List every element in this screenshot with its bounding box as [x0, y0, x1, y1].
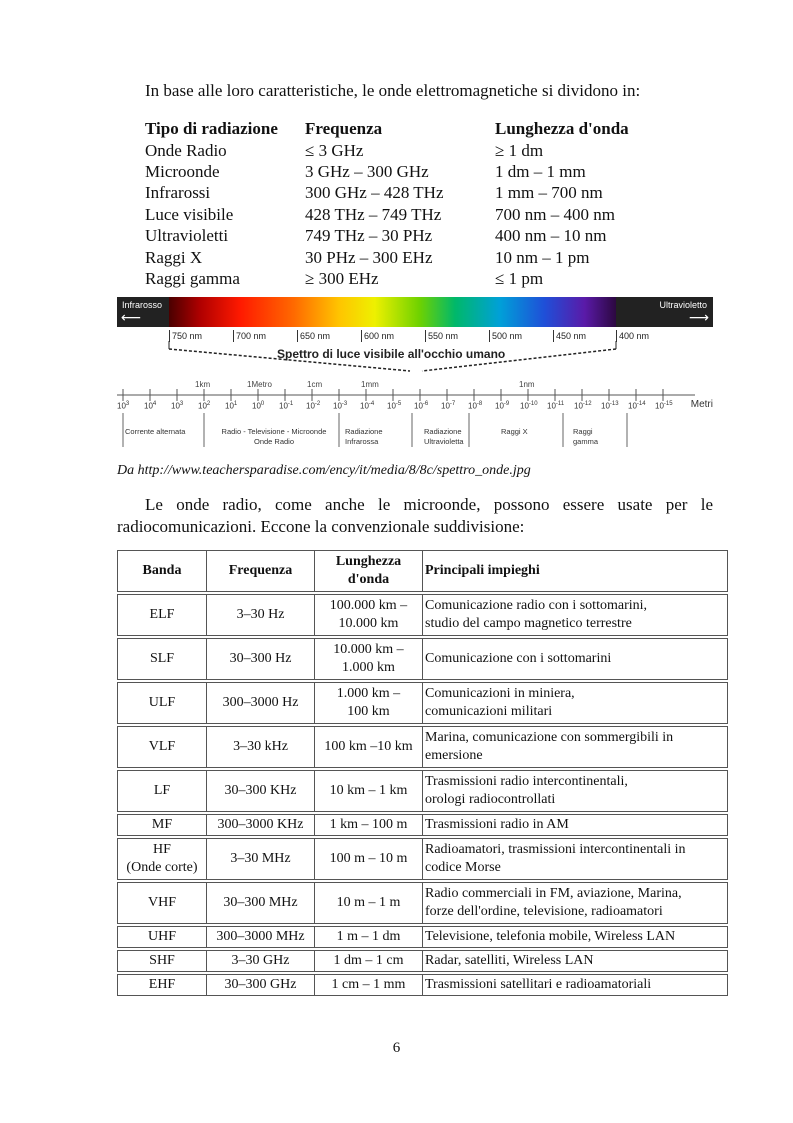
- radiation-row: [145, 161, 695, 182]
- exponent-label: $10^0$: [252, 401, 265, 411]
- radiation-row: [145, 204, 695, 225]
- exponent-label: $10^{-6}$: [414, 401, 429, 411]
- band-row: [117, 882, 728, 924]
- exponent-label: $10^{-7}$: [441, 401, 456, 411]
- exponent-value: 1: [233, 401, 238, 407]
- exponent-value: -3: [341, 401, 348, 407]
- exponent-label: $10^{-14}$: [628, 401, 646, 411]
- band-name-text: EHF: [148, 977, 176, 992]
- unit-label: 1nm: [519, 380, 535, 389]
- radiation-wavelength: ≤ 1 pm: [495, 268, 544, 288]
- band-frequency: [206, 682, 314, 724]
- band-row: [117, 814, 728, 836]
- band-wavelength-text: 10 km – 1 km: [329, 783, 408, 798]
- band-name-text: UHF: [147, 929, 176, 944]
- exponent-value: -4: [368, 401, 375, 407]
- band-wavelength: [314, 594, 422, 636]
- exponent-value: -11: [555, 401, 565, 407]
- radio-bands-table: [117, 548, 728, 998]
- band-wavelength-text: 100 m – 10 m: [329, 851, 408, 866]
- exponent-value: -5: [395, 401, 402, 407]
- exponent-value: 3: [179, 401, 184, 407]
- exponent-value: -7: [449, 401, 456, 407]
- band-wavelength: [314, 682, 422, 724]
- header-frequency: Frequenza: [206, 550, 314, 592]
- nm-label: 750 nm: [169, 330, 202, 342]
- exponent-value: -2: [314, 401, 321, 407]
- band-name-text: LF: [153, 783, 171, 798]
- nm-label: 500 nm: [489, 330, 522, 342]
- page-number: 6: [392, 1040, 401, 1056]
- exponent-label: $10^3$: [171, 401, 184, 411]
- radiation-wavelength: 1 mm – 700 nm: [495, 183, 603, 203]
- exponent-label: $10^{-5}$: [387, 401, 402, 411]
- band-uses-text: Trasmissioni radio in AM: [425, 817, 569, 832]
- exponent-value: -14: [636, 401, 646, 407]
- header-wavelength: [314, 550, 422, 592]
- band-row: [117, 974, 728, 996]
- band-wavelength: [314, 814, 422, 836]
- band-row: [117, 950, 728, 972]
- band-wavelength-text: 100 km –10 km: [324, 739, 413, 754]
- band-frequency-text: 3–30 kHz: [233, 739, 288, 754]
- band-name: [117, 770, 206, 812]
- band-wavelength-text: 10.000 km –: [333, 642, 404, 657]
- region-label: [345, 427, 383, 447]
- exponent-value: -6: [422, 401, 429, 407]
- band-wavelength: [314, 638, 422, 680]
- nm-label: 550 nm: [425, 330, 458, 342]
- region-label: [221, 427, 327, 447]
- radiation-frequency: 749 THz – 30 PHz: [305, 226, 433, 246]
- region-label: [125, 427, 185, 437]
- band-uses-text: Trasmissioni radio intercontinentali,: [425, 774, 628, 789]
- bands-table-header: [117, 550, 728, 592]
- header-frequency: Frequenza: [305, 119, 383, 139]
- region-label: [424, 427, 464, 447]
- unit-label: 1km: [195, 380, 211, 389]
- band-frequency: [206, 926, 314, 948]
- band-frequency: [206, 594, 314, 636]
- band-frequency-text: 3–30 Hz: [236, 607, 285, 622]
- band-name: [117, 838, 206, 880]
- band-frequency: [206, 838, 314, 880]
- band-frequency: [206, 726, 314, 768]
- band-wavelength-text: 10 m – 1 m: [336, 895, 401, 910]
- header-wavelength-line: d'onda: [347, 572, 390, 587]
- band-frequency-text: 30–300 GHz: [224, 977, 297, 992]
- ultraviolet-label: Ultravioletto: [659, 300, 707, 310]
- exponent-label: $10^{-10}$: [520, 401, 538, 411]
- exponent-value: -10: [528, 401, 538, 407]
- electromagnetic-spectrum-figure: [117, 297, 713, 459]
- header-type: Tipo di radiazione: [145, 119, 278, 139]
- band-row: [117, 926, 728, 948]
- band-uses: [422, 882, 728, 924]
- band-wavelength: [314, 974, 422, 996]
- radiation-frequency: ≥ 300 EHz: [305, 268, 379, 288]
- band-uses-text: Marina, comunicazione con sommergibili in: [425, 730, 674, 745]
- band-name: [117, 682, 206, 724]
- band-frequency-text: 300–3000 Hz: [222, 695, 299, 710]
- band-wavelength: [314, 926, 422, 948]
- band-wavelength-text: 1.000 km –: [336, 686, 401, 701]
- band-name: [117, 950, 206, 972]
- band-uses: [422, 926, 728, 948]
- exponent-value: 0: [260, 401, 265, 407]
- radiation-frequency: 300 GHz – 428 THz: [305, 183, 444, 203]
- unit-label: 1cm: [307, 380, 323, 389]
- band-name-text: ULF: [148, 695, 176, 710]
- band-row: [117, 682, 728, 724]
- exponent-label: $10^3$: [117, 401, 130, 411]
- band-name: [117, 726, 206, 768]
- body-paragraph: Le onde radio, come anche le microonde, possono essere usate per le radiocomunicazioni. Eccone la convenzionale suddivisione:: [117, 495, 713, 536]
- band-name-text: (Onde corte): [126, 860, 198, 875]
- radiation-type: Luce visibile: [145, 204, 234, 224]
- nm-label: 650 nm: [297, 330, 330, 342]
- band-row: [117, 726, 728, 768]
- header-uses: Principali impieghi: [422, 550, 728, 592]
- band-name-text: SLF: [149, 651, 175, 666]
- band-uses-text: Comunicazione radio con i sottomarini,: [425, 598, 648, 613]
- nm-label: 700 nm: [233, 330, 266, 342]
- wavelength-scale: [117, 377, 713, 459]
- arrow-right-icon: ⟶: [688, 310, 709, 326]
- band-frequency: [206, 974, 314, 996]
- region-line: gamma: [573, 437, 599, 446]
- radiation-table-header: [145, 118, 695, 139]
- radiation-wavelength: 10 nm – 1 pm: [495, 247, 590, 267]
- band-frequency-text: 30–300 Hz: [229, 651, 292, 666]
- band-frequency: [206, 814, 314, 836]
- radiation-type: Infrarossi: [145, 183, 211, 203]
- band-row: [117, 770, 728, 812]
- arrow-left-icon: ⟵: [121, 310, 142, 326]
- exponent-label: $10^{-15}$: [655, 401, 673, 411]
- exponent-label: $10^{-3}$: [333, 401, 348, 411]
- band-name-text: MF: [151, 817, 173, 832]
- exponent-label: $10^{-8}$: [468, 401, 483, 411]
- radiation-wavelength: ≥ 1 dm: [495, 140, 544, 160]
- radiation-types-table: [145, 118, 695, 289]
- band-row: [117, 838, 728, 880]
- region-line: Raggi X: [501, 427, 528, 436]
- band-frequency: [206, 882, 314, 924]
- image-credit: Da http://www.teachersparadise.com/ency/it/media/8/8c/spettro_onde.jpg: [117, 463, 531, 478]
- exponent-label: $10^2$: [198, 401, 211, 411]
- exponent-value: 3: [125, 401, 130, 407]
- region-line: Corrente alternata: [125, 427, 186, 436]
- exponent-value: -13: [609, 401, 619, 407]
- band-uses-text: Trasmissioni satellitari e radioamatoriali: [425, 977, 652, 992]
- band-frequency: [206, 638, 314, 680]
- band-name-text: VHF: [147, 895, 176, 910]
- band-name: [117, 974, 206, 996]
- nm-label: 600 nm: [361, 330, 394, 342]
- exponent-value: 4: [152, 401, 157, 407]
- radiation-frequency: 428 THz – 749 THz: [305, 204, 442, 224]
- band-frequency-text: 30–300 MHz: [223, 895, 298, 910]
- band-wavelength-text: 10.000 km: [338, 616, 399, 631]
- band-uses-text: Comunicazione con i sottomarini: [425, 651, 612, 666]
- exponent-value: -1: [287, 401, 294, 407]
- exponent-label: $10^{-2}$: [306, 401, 321, 411]
- band-row: [117, 638, 728, 680]
- radiation-row: [145, 246, 695, 267]
- band-uses: [422, 838, 728, 880]
- unit-metri: Metri: [690, 399, 713, 410]
- radiation-row: [145, 139, 695, 160]
- exponent-value: -8: [476, 401, 483, 407]
- band-uses: [422, 950, 728, 972]
- unit-label: 1Metro: [247, 380, 272, 389]
- exponent-label: $10^4$: [144, 401, 157, 411]
- nm-label: 400 nm: [616, 330, 649, 342]
- band-frequency: [206, 950, 314, 972]
- radiation-type: Ultravioletti: [145, 226, 229, 246]
- radiation-wavelength: 1 dm – 1 mm: [495, 161, 586, 181]
- band-name: [117, 814, 206, 836]
- radiation-row: [145, 182, 695, 203]
- band-wavelength: [314, 950, 422, 972]
- band-uses-text: Radar, satelliti, Wireless LAN: [425, 953, 594, 968]
- radiation-frequency: 30 PHz – 300 EHz: [305, 247, 433, 267]
- band-wavelength-text: 100.000 km –: [329, 598, 408, 613]
- band-wavelength-text: 1 dm – 1 cm: [333, 953, 404, 968]
- exponent-label: $10^{-9}$: [495, 401, 510, 411]
- band-uses-text: orologi radiocontrollati: [425, 792, 556, 807]
- radiation-wavelength: 400 nm – 10 nm: [495, 226, 607, 246]
- unit-label: 1mm: [361, 380, 379, 389]
- band-row: [117, 594, 728, 636]
- exponent-label: $10^1$: [225, 401, 238, 411]
- band-wavelength: [314, 838, 422, 880]
- band-name: [117, 594, 206, 636]
- region-line: Infrarossa: [345, 437, 379, 446]
- radiation-row: [145, 225, 695, 246]
- band-frequency-text: 30–300 KHz: [224, 783, 297, 798]
- band-wavelength-text: 1.000 km: [342, 660, 395, 675]
- band-uses: [422, 726, 728, 768]
- region-line: Radiazione: [424, 427, 462, 436]
- band-frequency-text: 300–3000 KHz: [217, 817, 304, 832]
- band-wavelength: [314, 882, 422, 924]
- band-name-text: VLF: [148, 739, 176, 754]
- band-uses-text: emersione: [425, 748, 483, 763]
- region-line: Raggi: [573, 427, 593, 436]
- exponent-label: $10^{-12}$: [574, 401, 592, 411]
- header-band: Banda: [117, 550, 206, 592]
- nm-label: 450 nm: [553, 330, 586, 342]
- band-uses-text: forze dell'ordine, televisione, radioamatori: [425, 904, 663, 919]
- band-wavelength-text: 1 m – 1 dm: [336, 929, 401, 944]
- band-uses-text: studio del campo magnetico terrestre: [425, 616, 632, 631]
- radiation-type: Microonde: [145, 161, 220, 181]
- band-frequency: [206, 770, 314, 812]
- band-frequency-text: 300–3000 MHz: [216, 929, 305, 944]
- exponent-value: -12: [582, 401, 592, 407]
- exponent-value: -9: [503, 401, 510, 407]
- band-uses: [422, 974, 728, 996]
- band-uses-text: comunicazioni militari: [425, 704, 553, 719]
- band-uses: [422, 770, 728, 812]
- band-wavelength-text: 100 km: [347, 704, 390, 719]
- radiation-type: Raggi gamma: [145, 268, 240, 288]
- band-uses: [422, 682, 728, 724]
- band-uses: [422, 814, 728, 836]
- exponent-label: $10^{-4}$: [360, 401, 375, 411]
- exponent-value: -15: [663, 401, 673, 407]
- region-line: Radio - Televisione - Microonde: [221, 427, 327, 436]
- region-label: [573, 427, 598, 447]
- band-name-text: HF: [153, 842, 171, 857]
- visible-spectrum-caption: Spettro di luce visibile all'occhio umano: [277, 347, 506, 361]
- band-uses: [422, 638, 728, 680]
- radiation-wavelength: 700 nm – 400 nm: [495, 204, 615, 224]
- band-uses-text: Radio commerciali in FM, aviazione, Marina,: [425, 886, 682, 901]
- band-wavelength-text: 1 km – 100 m: [329, 817, 408, 832]
- band-wavelength: [314, 726, 422, 768]
- exponent-value: 2: [206, 401, 211, 407]
- visible-light-gradient: [169, 297, 616, 327]
- scale-lines: [117, 377, 713, 459]
- radiation-frequency: ≤ 3 GHz: [305, 140, 364, 160]
- band-uses-text: Televisione, telefonia mobile, Wireless LAN: [425, 929, 676, 944]
- intro-sentence: In base alle loro caratteristiche, le onde elettromagnetiche si dividono in:: [145, 81, 641, 100]
- band-name: [117, 882, 206, 924]
- infrared-label: Infrarosso: [122, 300, 163, 310]
- header-wavelength: Lunghezza d'onda: [495, 119, 629, 139]
- band-uses-text: Comunicazioni in miniera,: [425, 686, 575, 701]
- band-uses-text: Radioamatori, trasmissioni intercontinentali in: [425, 842, 686, 857]
- radiation-type: Onde Radio: [145, 140, 227, 160]
- exponent-label: $10^{-1}$: [279, 401, 294, 411]
- band-wavelength: [314, 770, 422, 812]
- band-name: [117, 926, 206, 948]
- header-wavelength-line: Lunghezza: [335, 554, 402, 569]
- band-name-text: SHF: [149, 953, 175, 968]
- band-uses: [422, 594, 728, 636]
- radiation-row: [145, 268, 695, 289]
- exponent-label: $10^{-13}$: [601, 401, 619, 411]
- region-line: Onde Radio: [253, 437, 295, 446]
- region-line: Ultravioletta: [424, 437, 464, 446]
- band-uses-text: codice Morse: [425, 860, 501, 875]
- region-label: [501, 427, 528, 437]
- radiation-type: Raggi X: [145, 247, 203, 267]
- band-frequency-text: 3–30 MHz: [230, 851, 291, 866]
- band-name-text: ELF: [149, 607, 175, 622]
- band-name: [117, 638, 206, 680]
- radiation-frequency: 3 GHz – 300 GHz: [305, 161, 429, 181]
- band-frequency-text: 3–30 GHz: [231, 953, 290, 968]
- region-line: Radiazione: [345, 427, 383, 436]
- exponent-label: $10^{-11}$: [547, 401, 565, 411]
- band-wavelength-text: 1 cm – 1 mm: [331, 977, 406, 992]
